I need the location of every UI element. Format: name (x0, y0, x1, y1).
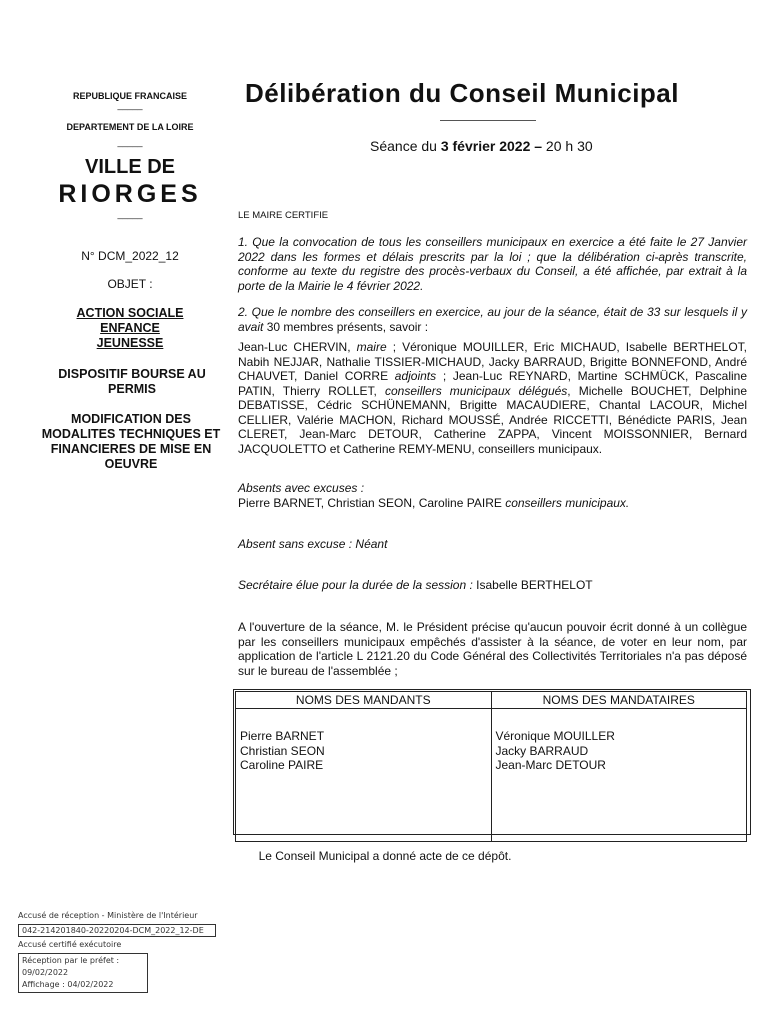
mandant-name: Pierre BARNET (240, 729, 325, 743)
seance-date: 3 février 2022 – (440, 138, 543, 154)
subject-action-sociale (30, 306, 230, 351)
mandants-cell (236, 709, 492, 842)
acte-statement: Le Conseil Municipal a donné acte de ce dépôt. (258, 849, 512, 863)
maire-certifie: LE MAIRE CERTIFIE (238, 210, 329, 221)
city-name: RIORGES (58, 180, 202, 208)
separator: _____ (117, 209, 143, 219)
member-segment: , Michelle BOUCHET, Delphine DEBATISSE, Cédric SCHÜNEMANN, Brigitte MACAUDIERE, Chantal LACOUR, Michel CELLIER, Valérie MACHON, Richard MOUSSÉ, Andrée RICCETTI, Bénédicte PARIS, Jean CLERET, Jean-Marc DETOUR, Catherine ZAPPA, Vincent MOISSONNIER, Bernard JACQUOLETTO et Catherine REMY-MENU, conseillers municipaux. (238, 383, 747, 456)
separator: _____ (117, 137, 143, 147)
mandant-name: Caroline PAIRE (240, 758, 324, 772)
ville-de-label: VILLE DE (84, 156, 175, 178)
member-segment: ; Véronique MOUILLER, Eric MICHAUD, Isabelle BERTHELOT, Nabih NEJJAR, Nathalie TISSIER-MICHAUD, Jacky BARRAUD, Brigitte BONNEFOND, André CHAUVET, Daniel CORRE (238, 340, 747, 383)
member-segment: ; Jean-Luc REYNARD, Martine SCHMÜCK, Pascaline PATIN, Thierry ROLLET, (238, 369, 748, 398)
separator: _____ (117, 100, 143, 110)
title-rule (440, 120, 536, 121)
absent-sans-excuse: Absent sans excuse : Néant (238, 537, 388, 551)
member-segment: maire (356, 340, 387, 354)
stamp-title: Accusé de réception - Ministère de l'Intérieur (18, 911, 198, 920)
absents-block (238, 481, 747, 510)
stamp-id: 042-214201840-20220204-DCM_2022_12-DE (18, 924, 216, 937)
seance-line (370, 138, 593, 154)
member-segment: Jean-Luc CHERVIN, (238, 340, 357, 354)
subject-modification: MODIFICATION DES MODALITES TECHNIQUES ET FINANCIERES DE MISE EN OEUVRE (41, 412, 221, 471)
stamp-dates (18, 953, 148, 993)
nombre-rest: 30 membres présents, savoir : (263, 319, 429, 334)
member-segment: conseillers municipaux délégués (385, 383, 568, 398)
stamp-reception: Réception par le préfet : 09/02/2022 (22, 956, 120, 977)
mandant-name: Christian SEON (240, 743, 325, 758)
departement-label: DEPARTEMENT DE LA LOIRE (66, 122, 194, 132)
mandataire-name: Véronique MOUILLER (495, 729, 615, 743)
subject-line: ENFANCE (100, 321, 160, 335)
absents-names-line (238, 496, 747, 511)
paragraph-ouverture: A l'ouverture de la séance, M. le Président précise qu'aucun pouvoir écrit donné à un collègue par les conseillers municipaux empêchés d'assister à la séance, de voter en leur nom, par application de l'article L 2121.20 du Code Général des Collectivités Territoriales n'a pas déposé sur le bureau de l'assemblée ; (238, 620, 747, 678)
stamp-affichage: Affichage : 04/02/2022 (22, 980, 114, 989)
mandats-table (235, 691, 747, 842)
absents-names: Pierre BARNET, Christian SEON, Caroline PAIRE (238, 495, 506, 510)
paragraph-convocation: 1. Que la convocation de tous les conseillers municipaux en exercice a été faite le 27 Janvier 2022 dans les formes et délais prescrits par la loi ; que la délibération ci-après transcrite, conforme au texte du registre des procès-verbaux du Conseil, a été affichée, par extrait à la porte de la Mairie le 4 février 2022. (238, 235, 747, 293)
mandataires-cell (491, 709, 747, 842)
objet-label: OBJET : (107, 277, 153, 291)
page-title: Délibération du Conseil Municipal (245, 78, 679, 108)
header-mandants: NOMS DES MANDANTS (236, 692, 492, 709)
seance-prefix: Séance du (370, 138, 441, 154)
secretaire-name: Isabelle BERTHELOT (472, 578, 593, 592)
header-mandataires: NOMS DES MANDATAIRES (491, 692, 747, 709)
table-row (236, 709, 747, 842)
absents-suffix: conseillers municipaux. (505, 495, 630, 510)
seance-time: 20 h 30 (542, 138, 593, 154)
secretaire-label: Secrétaire élue pour la durée de la session : (238, 578, 473, 592)
absents-label: Absents avec excuses : (238, 481, 365, 495)
mandataire-name: Jacky BARRAUD (495, 743, 589, 758)
republique-label: REPUBLIQUE FRANCAISE (72, 91, 187, 101)
secretaire-line (238, 578, 747, 593)
subject-line: JEUNESSE (96, 336, 164, 350)
subject-bourse-permis: DISPOSITIF BOURSE AU PERMIS (58, 367, 206, 396)
members-list (238, 340, 747, 456)
member-segment: adjoints (394, 369, 437, 383)
stamp-executoire: Accusé certifié exécutoire (18, 940, 122, 949)
nombre-italic: 2. Que le nombre des conseillers en exercice, au jour de la séance, était de 33 sur lesquels il y avait (238, 305, 747, 334)
paragraph-nombre (238, 305, 747, 334)
deliberation-number: N° DCM_2022_12 (81, 249, 179, 263)
mandataire-name: Jean-Marc DETOUR (495, 758, 606, 772)
table-header-row (236, 692, 747, 709)
subject-line: ACTION SOCIALE (76, 306, 184, 320)
